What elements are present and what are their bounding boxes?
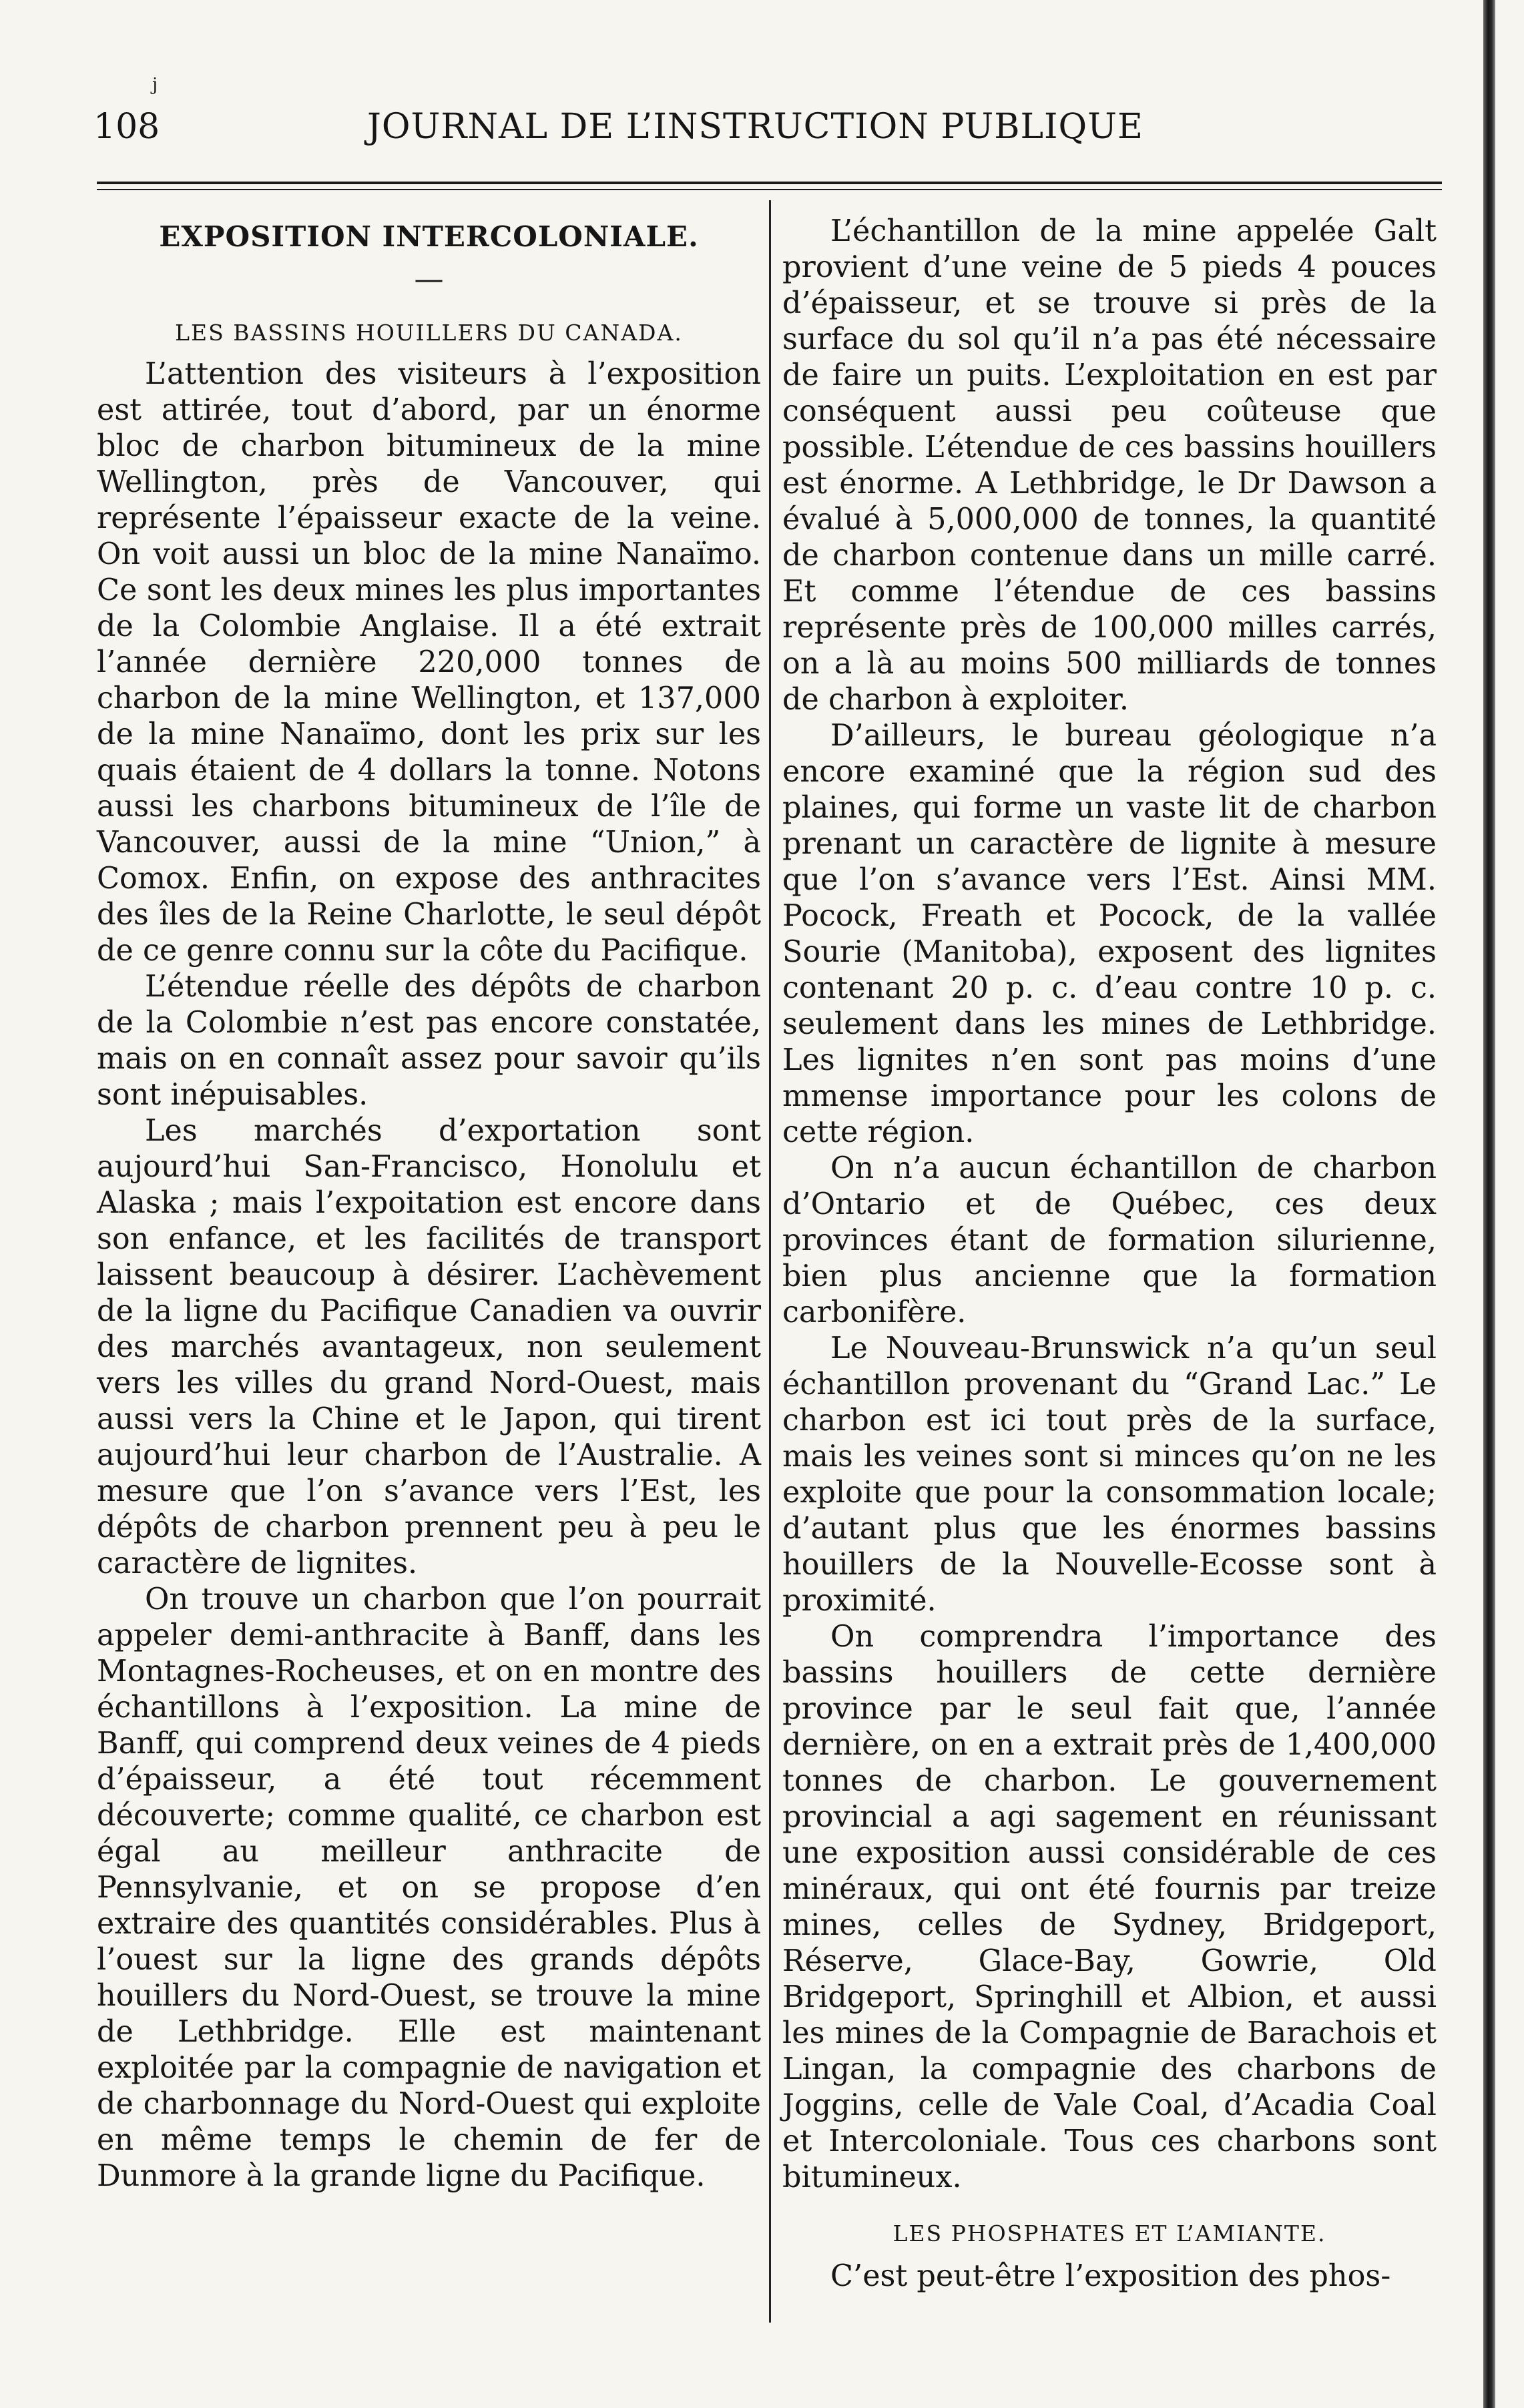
- page-header: [87, 100, 1429, 167]
- binding-edge: [1483, 0, 1495, 2408]
- left-column: [97, 214, 761, 2194]
- journal-title: JOURNAL DE L’INSTRUCTION PUBLIQUE: [367, 107, 1144, 147]
- paragraph: L’attention des visiteurs à l’exposition est attirée, tout d’abord, par un énorme bloc de charbon bitumineux de la mine Wellington, près de Vancouver, qui représente l’épaisseur exacte de la veine. On voit aussi un bloc de la mine Nanaïmo. Ce sont les deux mines les plus importantes de la Colombie Anglaise. Il a été extrait l’année dernière 220,000 tonnes de charbon de la mine Wellington, et 137,000 de la mine Nanaïmo, dont les prix sur les quais étaient de 4 dollars la tonne. Notons aussi les charbons bitumineux de l’île de Vancouver, aussi de la mine “Union,” à Comox. Enfin, on expose des anthracites des îles de la Reine Charlotte, le seul dépôt de ce genre connu sur la côte du Pacifique.: [97, 357, 761, 968]
- paragraph: Le Nouveau-Brunswick n’a qu’un seul échantillon provenant du “Grand Lac.” Le charbon est ici tout près de la surface, mais les veines sont si minces qu’on ne les exploite que pour la consommation locale; d’autant plus que les énormes bassins houillers de la Nouvelle-Ecosse sont à proximité.: [782, 1331, 1437, 1618]
- paragraph: On trouve un charbon que l’on pourrait appeler demi-anthracite à Banff, dans les Montagnes-Rocheuses, et on en montre des échantillons à l’exposition. La mine de Banff, qui comprend deux veines de 4 pieds d’épaisseur, a été tout récemment découverte; comme qualité, ce charbon est égal au meilleur anthracite de Pennsylvanie, et on se propose d’en extraire des quantités considérables. Plus à l’ouest sur la ligne des grands dépôts houillers du Nord-Ouest, se trouve la mine de Lethbridge. Elle est maintenant exploitée par la compagnie de navigation et de charbonnage du Nord-Ouest qui exploite en même temps le chemin de fer de Dunmore à la grande ligne du Pacifique.: [97, 1582, 761, 2193]
- paragraph: On comprendra l’importance des bassins houillers de cette dernière province par le seul fait que, l’année dernière, on en a extrait près de 1,400,000 tonnes de charbon. Le gouvernement provincial a agi sagement en réunissant une exposition aussi considérable de ces minéraux, qui ont été fournis par treize mines, celles de Sydney, Bridgeport, Réserve, Glace-Bay, Gowrie, Old Bridgeport, Springhill et Albion, et aussi les mines de la Compagnie de Barachois et Lingan, la compagnie des charbons de Joggins, celle de Vale Coal, d’Acadia Coal et Intercoloniale. Tous ces charbons sont bitumineux.: [782, 1620, 1437, 2194]
- paragraph: On n’a aucun échantillon de charbon d’Ontario et de Québec, ces deux provinces étant de formation silurienne, bien plus ancienne que la formation carbonifère.: [782, 1151, 1437, 1329]
- column-divider: [769, 200, 771, 2323]
- page-number: 108: [93, 107, 160, 147]
- right-column: [782, 214, 1437, 2295]
- paragraph: L’étendue réelle des dépôts de charbon de la Colombie n’est pas encore constatée, mais on en connaît assez pour savoir qu’ils sont inépuisables.: [97, 970, 761, 1112]
- paragraph: L’échantillon de la mine appelée Galt provient d’une veine de 5 pieds 4 pouces d’épaisseur, et se trouve si près de la surface du sol qu’il n’a pas été nécessaire de faire un puits. L’exploitation en est par conséquent aussi peu coûteuse que possible. L’étendue de ces bassins houillers est énorme. A Lethbridge, le Dr Dawson a évalué à 5,000,000 de tonnes, la quantité de charbon contenue dans un mille carré. Et comme l’étendue de ces bassins représente près de 100,000 milles carrés, on a là au moins 500 milliards de tonnes de charbon à exploiter.: [782, 214, 1437, 717]
- stray-mark: j: [152, 75, 158, 95]
- article-subtitle: LES BASSINS HOUILLERS DU CANADA.: [175, 320, 683, 346]
- header-rule-thick: [97, 182, 1442, 184]
- paragraph: C’est peut-être l’exposition des phos-: [830, 2259, 1391, 2293]
- title-separator: —: [414, 262, 444, 296]
- section-subtitle: LES PHOSPHATES ET L’AMIANTE.: [893, 2220, 1326, 2246]
- header-rule-thin: [97, 189, 1442, 190]
- article-title: EXPOSITION INTERCOLONIALE.: [159, 220, 699, 253]
- paragraph: Les marchés d’exportation sont aujourd’hui San-Francisco, Honolulu et Alaska ; mais l’expoitation est encore dans son enfance, et les facilités de transport laissent beaucoup à désirer. L’achèvement de la ligne du Pacifique Canadien va ouvrir des marchés avantageux, non seulement vers les villes du grand Nord-Ouest, mais aussi vers la Chine et le Japon, qui tirent aujourd’hui leur charbon de l’Australie. A mesure que l’on s’avance vers l’Est, les dépôts de charbon prennent peu à peu le caractère de lignites.: [97, 1114, 761, 1580]
- paragraph: D’ailleurs, le bureau géologique n’a encore examiné que la région sud des plaines, qui forme un vaste lit de charbon prenant un caractère de lignite à mesure que l’on s’avance vers l’Est. Ainsi MM. Pocock, Freath et Pocock, de la vallée Sourie (Manitoba), exposent des lignites contenant 20 p. c. d’eau contre 10 p. c. seulement dans les mines de Lethbridge. Les lignites n’en sont pas moins d’une mmense importance pour les colons de cette région.: [782, 719, 1437, 1149]
